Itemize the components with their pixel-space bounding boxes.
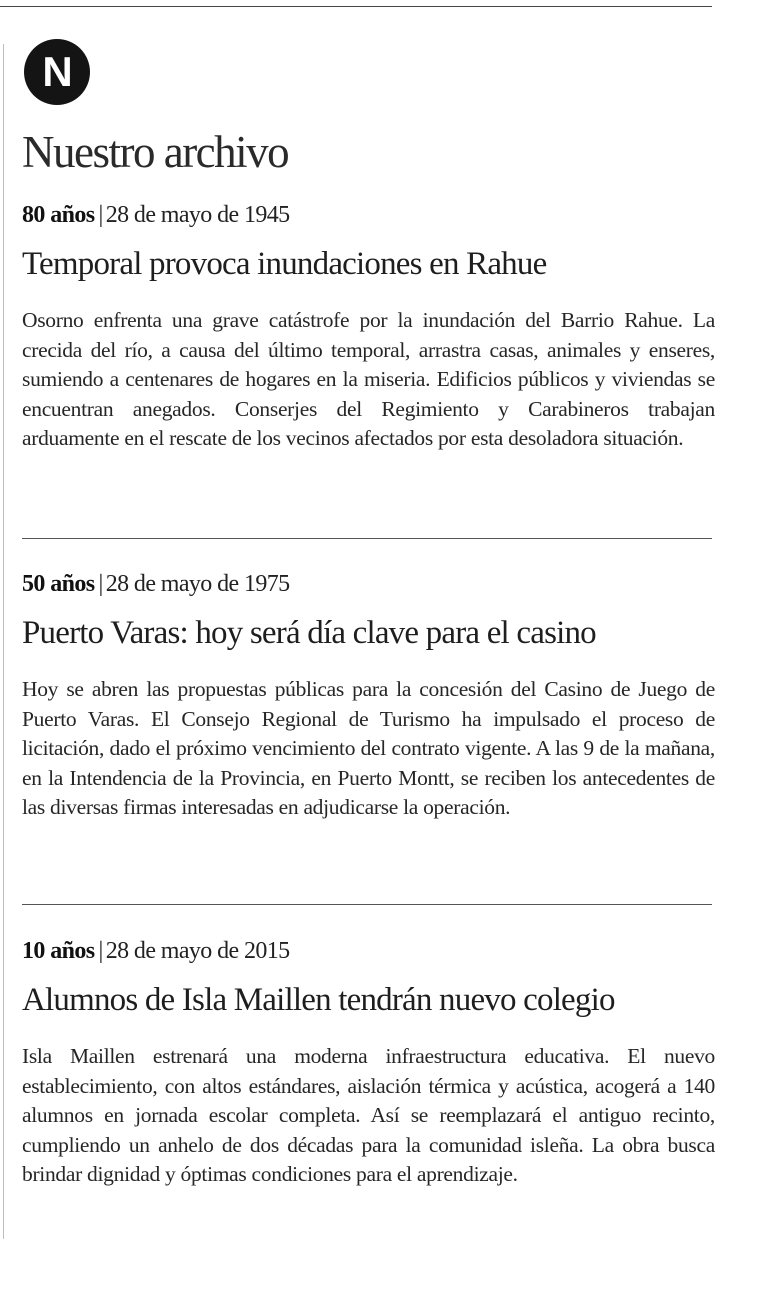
entry-divider — [22, 538, 712, 539]
section-logo-icon — [24, 39, 90, 105]
entry-date: 28 de mayo de 1975 — [105, 571, 290, 597]
entry-date: 28 de mayo de 1945 — [105, 202, 290, 228]
archive-entry — [22, 936, 715, 1190]
entry-meta — [22, 569, 715, 599]
entry-body: Hoy se abren las propuestas públicas para la concesión del Casino de Juego de Puerto Varas. El Consejo Regional de Turismo ha impulsado el proceso de licitación, dado el próximo vencimiento del contrato vigente. A las 9 de la mañana, en la Intendencia de la Provincia, en Puerto Montt, se reciben los antecedentes de las diversas firmas interesadas en adjudicarse la operación. — [22, 677, 715, 820]
meta-separator: | — [98, 202, 103, 228]
left-column-rule — [3, 44, 4, 1239]
entry-body: Osorno enfrenta una grave catástrofe por la inundación del Barrio Rahue. La crecida del río, a causa del último temporal, arrastra casas, animales y enseres, sumiendo a centenares de hogares en la miseria. Edificios públicos y viviendas se encuentran anegados. Conserjes del Regimiento y Carabineros trabajan arduamente en el rescate de los vecinos afectados por esta desoladora situación. — [22, 308, 715, 451]
entry-divider — [22, 904, 712, 905]
meta-separator: | — [98, 938, 103, 964]
entry-years: 10 años — [22, 938, 95, 964]
logo-letter: N — [42, 48, 72, 95]
entry-body: Isla Maillen estrenará una moderna infraestructura educativa. El nuevo establecimiento, con altos estándares, aislación térmica y acústica, acogerá a 140 alumnos en jornada escolar completa. Así se reemplazará el antiguo recinto, cumpliendo un anhelo de dos décadas para la comunidad isleña. La obra busca brindar dignidad y óptimas condiciones para el aprendizaje. — [22, 1044, 715, 1187]
section-title: Nuestro archivo — [22, 127, 289, 177]
entry-date: 28 de mayo de 2015 — [105, 938, 290, 964]
top-rule — [0, 6, 712, 7]
entry-years: 50 años — [22, 571, 95, 597]
entry-meta — [22, 936, 715, 966]
entry-headline: Puerto Varas: hoy será día clave para el casino — [22, 615, 596, 651]
entry-headline: Alumnos de Isla Maillen tendrán nuevo colegio — [22, 982, 615, 1018]
entry-headline: Temporal provoca inundaciones en Rahue — [22, 246, 547, 282]
meta-separator: | — [98, 571, 103, 597]
archive-entry — [22, 569, 715, 823]
archive-entry — [22, 200, 715, 454]
entry-meta — [22, 200, 715, 230]
entry-years: 80 años — [22, 202, 95, 228]
